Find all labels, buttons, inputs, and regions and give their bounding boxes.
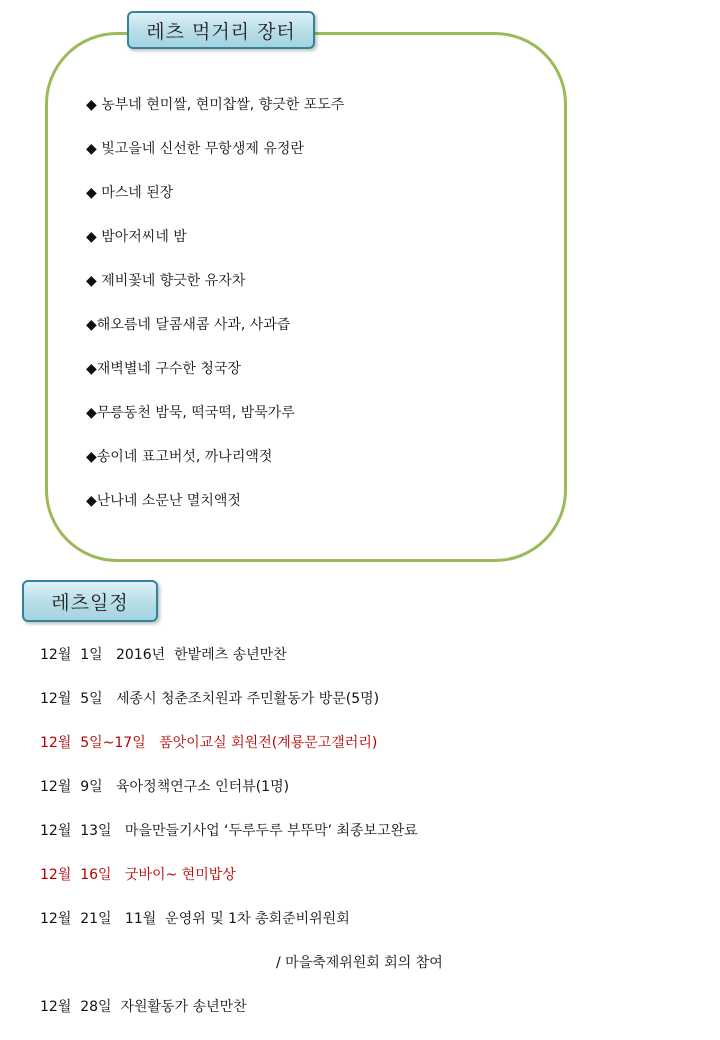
schedule-list <box>40 644 443 1040</box>
market-item: ◆재벽별네 구수한 청국장 <box>86 361 241 377</box>
schedule-item-continuation: / 마을축제위원회 회의 참여 <box>276 955 443 971</box>
schedule-item: 12월 28일 자원활동가 송년만찬 <box>40 999 247 1015</box>
schedule-item: 12월 13일 마을만들기사업 ‘두루두루 부뚜막’ 최종보고완료 <box>40 823 418 839</box>
schedule-item: 12월 5일 세종시 청춘조치원과 주민활동가 방문(5명) <box>40 691 380 707</box>
schedule-item: 12월 9일 육아정책연구소 인터뷰(1명) <box>40 779 290 795</box>
market-item: ◆ 마스네 된장 <box>86 185 174 201</box>
schedule-item-highlight: 12월 5일~17일 품앗이교실 회원전(계룡문고갤러리) <box>40 735 378 751</box>
market-item: ◆송이네 표고버섯, 까나리액젓 <box>86 449 273 465</box>
schedule-title: 레츠일정 <box>22 580 158 622</box>
schedule-item: 12월 21일 11월 운영위 및 1차 총회준비위원회 <box>40 911 350 927</box>
market-item: ◆해오름네 달콤새콤 사과, 사과즙 <box>86 317 291 333</box>
market-item: ◆무릉동천 밤묵, 떡국떡, 밤묵가루 <box>86 405 295 421</box>
market-title: 레츠 먹거리 장터 <box>127 11 315 49</box>
market-list <box>86 94 344 534</box>
schedule-item-highlight: 12월 16일 굿바이~ 현미밥상 <box>40 867 236 883</box>
market-item: ◆ 제비꽃네 향긋한 유자차 <box>86 273 246 289</box>
market-item: ◆ 빛고을네 신선한 무항생제 유정란 <box>86 141 304 157</box>
schedule-item: 12월 1일 2016년 한밭레츠 송년만찬 <box>40 647 287 663</box>
market-item: ◆ 농부네 현미쌀, 현미찹쌀, 향긋한 포도주 <box>86 97 345 113</box>
market-item: ◆난나네 소문난 멸치액젓 <box>86 493 241 509</box>
market-item: ◆ 밤아저씨네 밤 <box>86 229 187 245</box>
